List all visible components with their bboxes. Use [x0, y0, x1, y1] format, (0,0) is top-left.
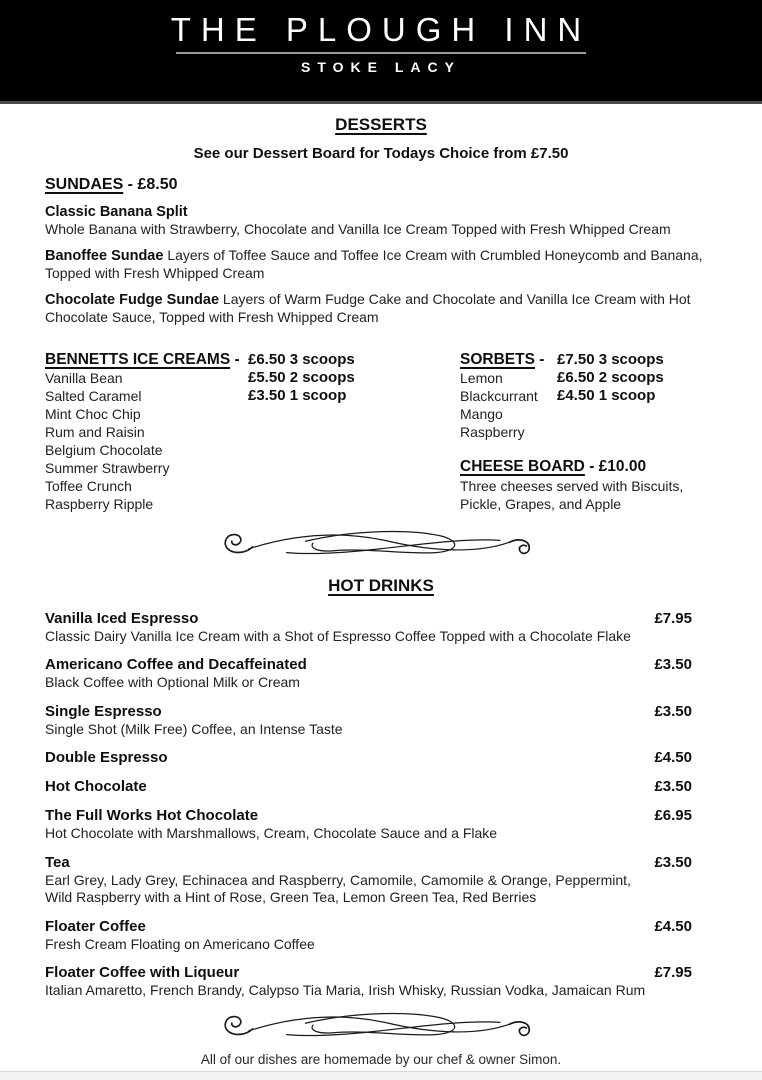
menu-item-desc: Classic Dairy Vanilla Ice Cream with a Shot of Espresso Coffee Topped with a Chocolate Flake — [45, 627, 631, 644]
menu-item-price: £7.95 — [654, 964, 692, 981]
hot-drinks-list — [45, 610, 717, 1000]
flavour: Lemon — [460, 369, 503, 386]
menu-item-desc: Black Coffee with Optional Milk or Cream — [45, 674, 300, 690]
sorbets-heading: SORBETS - — [460, 350, 545, 368]
menu-item-price: £3.50 — [654, 702, 692, 720]
flavour: Mango — [460, 405, 503, 422]
sorbets-heading-row — [460, 351, 717, 369]
flavour-row — [45, 477, 460, 495]
flavour: Vanilla Bean — [45, 369, 123, 386]
menu-item-price: £4.50 — [654, 917, 692, 935]
scoop-price: £4.50 1 scoop — [557, 386, 656, 404]
flavour: Mint Choc Chip — [45, 405, 141, 422]
homemade-note: All of our dishes are homemade by our chef & owner Simon. — [200, 1051, 562, 1067]
scoop-price: £6.50 3 scoops — [248, 350, 355, 368]
menu-item-name: Hot Chocolate — [45, 778, 147, 795]
flavour: Toffee Crunch — [45, 477, 132, 494]
menu-item-price: £7.95 — [654, 609, 692, 627]
menu-item-desc: Whole Banana with Strawberry, Chocolate and Vanilla Ice Cream Topped with Fresh Whipped Cream — [45, 221, 671, 237]
menu-item-name: Single Espresso — [45, 702, 162, 720]
flavour: Summer Strawberry — [45, 459, 170, 476]
menu-item-name: Tea — [45, 853, 70, 871]
menu-item — [45, 203, 717, 239]
restaurant-location: STOKE LACY — [301, 59, 461, 75]
flavour-row — [460, 387, 717, 405]
menu-item — [45, 749, 717, 767]
desserts-section-heading: DESSERTS — [335, 115, 427, 134]
scoop-price: £7.50 3 scoops — [557, 350, 664, 368]
flavour-row — [45, 369, 460, 387]
sundaes-price: - £8.50 — [123, 176, 178, 193]
flourish-divider-icon — [213, 529, 549, 563]
flavour: Raspberry Ripple — [45, 495, 154, 512]
flavour: Belgium Chocolate — [45, 441, 163, 458]
ice-creams-section — [45, 351, 460, 513]
menu-item-price: £3.50 — [654, 656, 692, 673]
menu-item-desc: Wild Raspberry with a Hint of Rose, Green Tea, Lemon Green Tea, Red Berries — [45, 889, 537, 905]
sorbets-section — [460, 351, 717, 513]
menu-item-desc: Hot Chocolate with Marshmallows, Cream, Chocolate Sauce and a Flake — [45, 825, 498, 841]
dessert-board-notice: See our Dessert Board for Todays Choice from £7.50 — [193, 145, 569, 162]
flavour: Blackcurrant — [460, 387, 538, 404]
menu-item-desc: Italian Amaretto, French Brandy, Calypso Tia Maria, Irish Whisky, Russian Vodka, Jamaican Rum — [45, 982, 646, 998]
menu-item-name: Banoffee Sundae — [45, 247, 164, 264]
flavour-row — [45, 459, 460, 477]
ice-creams-heading-row — [45, 351, 460, 369]
flavour: Salted Caramel — [45, 387, 142, 404]
menu-item-price: £6.95 — [654, 807, 692, 824]
flavour-row — [460, 405, 717, 423]
cheese-board-section — [460, 457, 717, 513]
cheese-board-heading: CHEESE BOARD - £10.00 — [460, 457, 647, 475]
menu-item — [45, 778, 717, 796]
flavour-row — [45, 441, 460, 459]
ice-cream-sorbet-columns — [45, 351, 717, 513]
sundaes-list — [45, 203, 717, 327]
menu-item — [45, 854, 717, 907]
menu-item-desc: Layers of Warm Fudge Cake and Chocolate and Vanilla Ice Cream with Hot Chocolate Sauce, Topped with Fresh Whipped Cream — [45, 290, 691, 325]
menu-item — [45, 807, 717, 843]
menu-item — [45, 291, 717, 327]
ice-creams-heading: BENNETTS ICE CREAMS - — [45, 350, 240, 368]
menu-item-name: The Full Works Hot Chocolate — [45, 807, 259, 824]
scoop-price: £5.50 2 scoops — [248, 368, 355, 386]
menu-item-name: Americano Coffee and Decaffeinated — [45, 656, 307, 673]
menu-item-name: Double Espresso — [45, 749, 168, 766]
flavour-row — [45, 423, 460, 441]
menu-page — [0, 114, 762, 1068]
scoop-price: £3.50 1 scoop — [248, 386, 347, 404]
menu-item-desc: Layers of Toffee Sauce and Toffee Ice Cream with Crumbled Honeycomb and Banana, Topped with Fresh Whipped Cream — [45, 246, 703, 281]
flourish-divider-icon — [213, 1011, 549, 1045]
flavour-row — [460, 423, 717, 441]
menu-item-name: Chocolate Fudge Sundae — [45, 291, 220, 308]
flavour-row — [45, 387, 460, 405]
menu-item — [45, 918, 717, 954]
banner-divider — [176, 52, 586, 54]
flavour-row — [45, 495, 460, 513]
menu-item-price: £4.50 — [654, 749, 692, 766]
menu-item-desc: Single Shot (Milk Free) Coffee, an Intense Taste — [45, 720, 343, 737]
menu-item — [45, 703, 717, 739]
menu-item-desc: Earl Grey, Lady Grey, Echinacea and Raspberry, Camomile, Camomile & Orange, Peppermint, — [45, 871, 631, 888]
menu-item-name: Vanilla Iced Espresso — [45, 609, 199, 627]
restaurant-name: THE PLOUGH INN — [170, 11, 592, 48]
menu-item — [45, 610, 717, 646]
menu-item-desc: Fresh Cream Floating on Americano Coffee — [45, 935, 315, 952]
menu-item — [45, 964, 717, 1000]
menu-item-name: Floater Coffee — [45, 917, 146, 935]
menu-item — [45, 656, 717, 692]
banner — [0, 0, 762, 104]
cheese-board-desc: Pickle, Grapes, and Apple — [460, 495, 622, 512]
cheese-board-price: - £10.00 — [584, 457, 647, 475]
sundaes-heading: SUNDAES - £8.50 — [45, 176, 178, 193]
cheese-board-desc: Three cheeses served with Biscuits, — [460, 477, 684, 494]
flavour: Rum and Raisin — [45, 423, 145, 440]
menu-item-name: Classic Banana Split — [45, 204, 188, 220]
menu-item-name: Floater Coffee with Liqueur — [45, 964, 240, 981]
flavour-row — [460, 369, 717, 387]
window-bottom-edge — [0, 1071, 762, 1080]
menu-item — [45, 247, 717, 283]
flavour: Raspberry — [460, 423, 525, 440]
flavour-row — [45, 405, 460, 423]
menu-item-price: £3.50 — [654, 853, 692, 871]
hot-drinks-section-heading: HOT DRINKS — [328, 575, 434, 595]
scoop-price: £6.50 2 scoops — [557, 368, 664, 386]
menu-item-price: £3.50 — [654, 778, 692, 795]
